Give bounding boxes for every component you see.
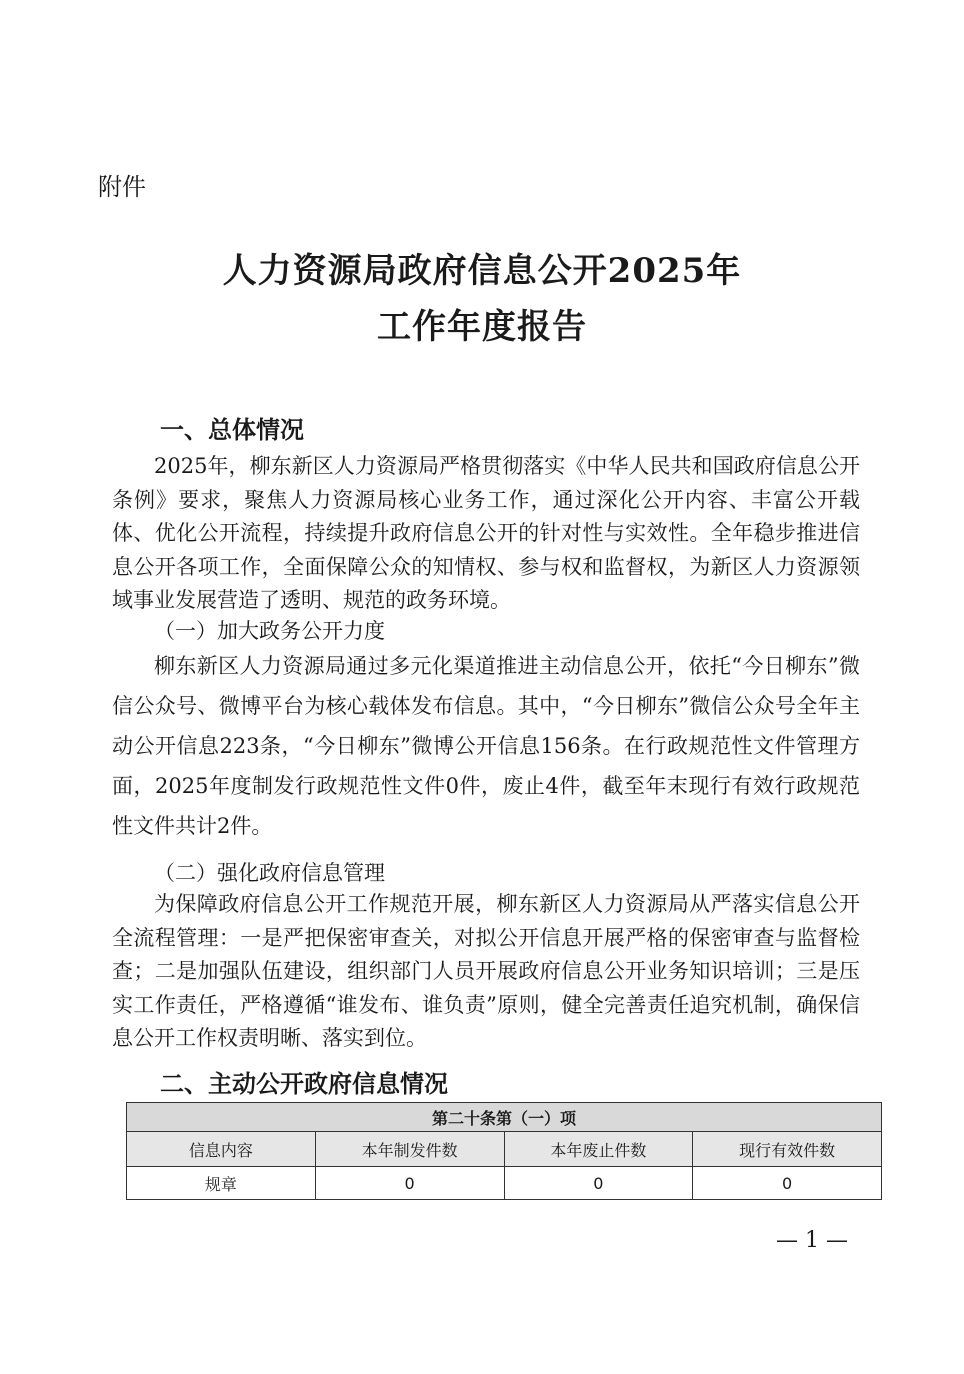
- page-number: — 1 —: [776, 1228, 848, 1253]
- section-heading-overall: 一、总体情况: [160, 416, 304, 444]
- disclosure-table: [126, 1102, 882, 1200]
- table-header-issued-count: 本年制发件数: [315, 1132, 504, 1167]
- attachment-label: 附件: [98, 173, 146, 201]
- table-cell-effective: 0: [693, 1167, 882, 1200]
- table-header-effective-count: 现行有效件数: [693, 1132, 882, 1167]
- report-title-line-1: 人力资源局政府信息公开2025年: [222, 251, 742, 291]
- report-title-line-2: 工作年度报告: [377, 307, 587, 347]
- table-cell-issued: 0: [315, 1167, 504, 1200]
- table-header-info-content: 信息内容: [127, 1132, 316, 1167]
- overall-intro-paragraph: 2025年，柳东新区人力资源局严格贯彻落实《中华人民共和国政府信息公开条例》要求，聚焦人力资源局核心业务工作，通过深化公开内容、丰富公开载体、优化公开流程，持续提升政府信息公开的针对性与实效性。全年稳步推进信息公开各项工作，全面保障公众的知情权、参与权和监督权，为新区人力资源领域事业发展营造了透明、规范的政务环境。: [112, 454, 860, 612]
- table-caption-row: [127, 1103, 882, 1132]
- table-caption: 第二十条第（一）项: [127, 1103, 882, 1132]
- table-cell-repealed: 0: [504, 1167, 693, 1200]
- subsection-2-paragraph: 为保障政府信息公开工作规范开展，柳东新区人力资源局从严落实信息公开全流程管理：一是严把保密审查关，对拟公开信息开展严格的保密审查与监督检查；二是加强队伍建设，组织部门人员开展政府信息公开业务知识培训；三是压实工作责任，严格遵循“谁发布、谁负责”原则，健全完善责任追究机制，确保信息公开工作权责明晰、落实到位。: [112, 892, 860, 1050]
- table-header-row: [127, 1132, 882, 1167]
- table-row: [127, 1167, 882, 1200]
- table-cell-category: 规章: [127, 1167, 316, 1200]
- subsection-heading-1: （一）加大政务公开力度: [154, 619, 385, 643]
- section-heading-active-disclosure: 二、主动公开政府信息情况: [160, 1070, 448, 1098]
- table-header-repealed-count: 本年废止件数: [504, 1132, 693, 1167]
- subsection-1-paragraph: 柳东新区人力资源局通过多元化渠道推进主动信息公开，依托“今日柳东”微信公众号、微博平台为核心载体发布信息。其中，“今日柳东”微信公众号全年主动公开信息223条，“今日柳东”微博公开信息156条。在行政规范性文件管理方面，2025年度制发行政规范性文件0件，废止4件，截至年末现行有效行政规范性文件共计2件。: [112, 654, 860, 838]
- subsection-heading-2: （二）强化政府信息管理: [154, 861, 385, 885]
